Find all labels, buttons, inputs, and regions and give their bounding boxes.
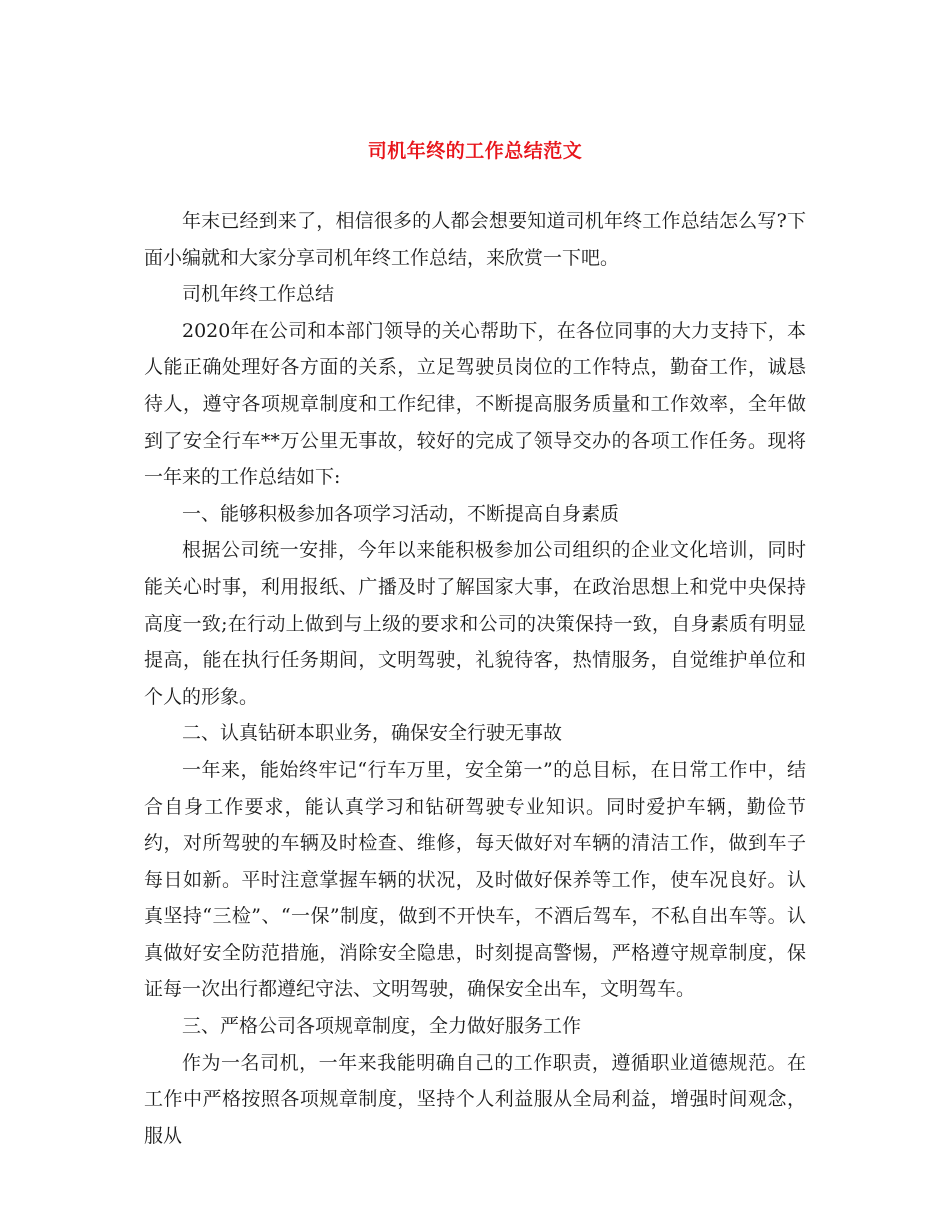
summary-heading: 司机年终工作总结 — [182, 283, 335, 306]
section-heading-2: 二、认真钻研本职业务，确保安全行驶无事故 — [182, 722, 563, 745]
document-title: 司机年终的工作总结范文 — [367, 140, 583, 162]
section-paragraph-2: 一年来，能始终牢记“行车万里，安全第一”的总目标，在日常工作中，结合自身工作要求，能认真学习和钻研驾驶专业知识。同时爱护车辆，勤俭节约，对所驾驶的车辆及时检查、维修，每天做好对车辆的清洁工作，做到车子每日如新。平时注意掌握车辆的状况，及时做好保养等工作，使车况良好。认真坚持“三检”、“一保”制度，做到不开快车，不酒后驾车，不私自出车等。认真做好安全防范措施，消除安全隐患，时刻提高警惕，严格遵守规章制度，保证每一次出行都遵纪守法、文明驾驶，确保安全出车，文明驾车。 — [144, 758, 806, 1001]
document-body — [144, 203, 806, 1154]
intro-paragraph: 年末已经到来了，相信很多的人都会想要知道司机年终工作总结怎么写?下面小编就和大家分享司机年终工作总结，来欣赏一下吧。 — [144, 210, 806, 269]
overview-paragraph: 2020年在公司和本部门领导的关心帮助下，在各位同事的大力支持下，本人能正确处理好各方面的关系，立足驾驶员岗位的工作特点，勤奋工作，诚恳待人，遵守各项规章制度和工作纪律，不断提高服务质量和工作效率，全年做到了安全行车**万公里无事故，较好的完成了领导交办的各项工作任务。现将一年来的工作总结如下: — [144, 319, 806, 489]
section-paragraph-1: 根据公司统一安排，今年以来能积极参加公司组织的企业文化培训，同时能关心时事，利用报纸、广播及时了解国家大事，在政治思想上和党中央保持高度一致;在行动上做到与上级的要求和公司的决策保持一致，自身素质有明显提高，能在执行任务期间，文明驾驶，礼貌待客，热情服务，自觉维护单位和个人的形象。 — [144, 539, 806, 708]
section-heading-3: 三、严格公司各项规章制度，全力做好服务工作 — [182, 1015, 582, 1038]
section-paragraph-3: 作为一名司机，一年来我能明确自己的工作职责，遵循职业道德规范。在工作中严格按照各项规章制度，坚持个人利益服从全局利益，增强时间观念，服从 — [144, 1051, 806, 1147]
section-heading-1: 一、能够积极参加各项学习活动，不断提高自身素质 — [182, 502, 620, 525]
